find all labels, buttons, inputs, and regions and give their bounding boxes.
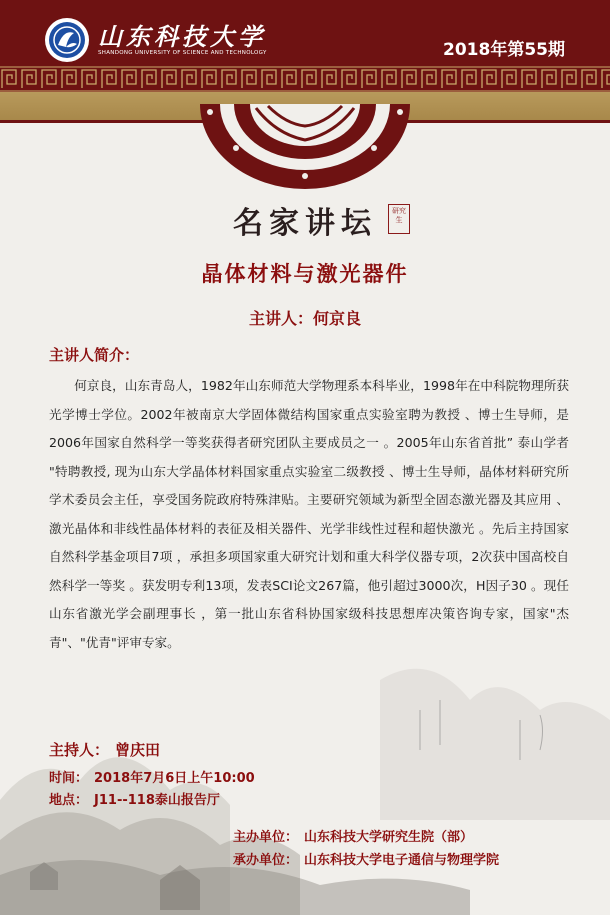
organizer-label: 主办单位： bbox=[233, 830, 299, 845]
organizer-line bbox=[233, 826, 473, 845]
host-label: 主持人： bbox=[49, 741, 110, 759]
host-line bbox=[49, 739, 160, 760]
place-value: J11--118泰山报告厅 bbox=[94, 793, 220, 808]
university-emblem-icon bbox=[44, 17, 90, 63]
time-label: 时间： bbox=[49, 771, 89, 786]
host-name: 曾庆田 bbox=[115, 741, 161, 759]
place-line bbox=[49, 789, 220, 808]
university-name-cn: 山东科技大学 bbox=[98, 22, 266, 51]
decorative-medallion bbox=[196, 104, 414, 189]
speaker-line: 主讲人：何京良 bbox=[248, 309, 361, 328]
place-label: 地点： bbox=[49, 793, 89, 808]
graduate-school-seal: 研究生 bbox=[388, 204, 410, 234]
intro-heading: 主讲人简介： bbox=[49, 346, 140, 364]
greek-key-border bbox=[0, 66, 610, 92]
issue-number: 2018年第55期 bbox=[443, 40, 565, 60]
time-value: 2018年7月6日上午10:00 bbox=[94, 771, 255, 786]
university-name-en: SHANDONG UNIVERSITY OF SCIENCE AND TECHNOLOGY bbox=[98, 50, 267, 56]
co-organizer-value: 山东科技大学电子通信与物理学院 bbox=[304, 853, 500, 868]
organizer-value: 山东科技大学研究生院（部） bbox=[304, 830, 474, 845]
series-title: 名家讲坛 bbox=[233, 206, 377, 241]
co-organizer-label: 承办单位： bbox=[233, 853, 299, 868]
talk-title: 晶体材料与激光器件 bbox=[201, 262, 409, 286]
time-line bbox=[49, 767, 255, 786]
co-organizer-line bbox=[233, 849, 499, 868]
speaker-biography: 何京良，山东青岛人，1982年山东师范大学物理系本科毕业，1998年在中科院物理所获光学博士学位。2002年被南京大学固体微结构国家重点实验室聘为教授 、博士生导师，是2006年国家自然科学一等奖获得者研究团队主要成员之一 。2005年山东省首批” 泰山学者 "特聘教授, 现为山东大学晶体材料国家重点实验室二级教授 、博士生导师，晶体材料研究所学术委员会主任，享受国务院政府特殊津贴。主要研究领域为新型全固态激光器及其应用 、激光晶体和非线性晶体材料的表征及相关器件、光学非线性过程和超快激光 。先后主持国家自然科学基金项目7项 ，承担多项国家重大研究计划和重大科学仪器专项，2次获中国高校自然科学一等奖 。获发明专利13项，发表SCI论文267篇，他引超过3000次，H因子30 。现任山东省激光学会副理事长 ，第一批山东省科协国家级科技思想库决策咨询专家，国家"杰青"、"优青"评审专家。 bbox=[49, 378, 569, 650]
